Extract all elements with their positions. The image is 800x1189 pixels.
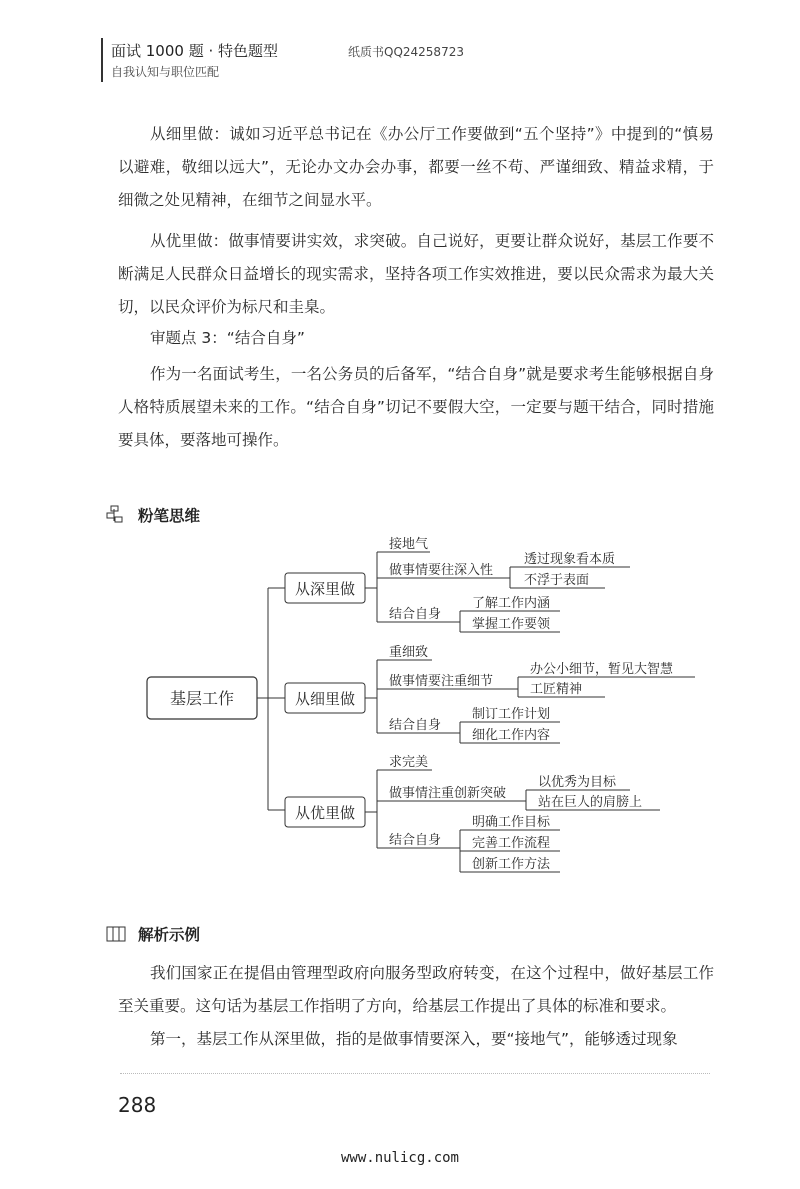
mindmap-root: 基层工作 — [169, 689, 235, 708]
node-excellent-goal: 以优秀为目标 — [538, 775, 617, 790]
book-title: 面试 1000 题 · 特色题型 — [111, 42, 279, 60]
node-new-method: 创新工作方法 — [472, 857, 551, 872]
node-improve-flow: 完善工作流程 — [472, 836, 551, 851]
paragraph-detail: 从细里做：诚如习近平总书记在《办公厅工作要做到“五个坚持”》中提到的“慎易以避难，敬细以远大”，无论办文办会办事，都要一丝不苟、严谨细致、精益求精，于细微之处见精神，在细节之间显水平。 — [118, 125, 714, 209]
node-deep-work: 做事情要往深入性 — [389, 563, 494, 578]
review-point-heading: 审题点 3：“结合自身” — [150, 329, 305, 347]
section-analysis-heading — [106, 923, 200, 945]
node-master: 掌握工作要领 — [472, 617, 551, 632]
node-grounded: 接地气 — [389, 537, 429, 552]
node-innovation: 做事情注重创新突破 — [389, 786, 507, 801]
branch-deep: 从深里做 — [294, 580, 356, 598]
book-icon — [106, 924, 126, 944]
node-clear-goal: 明确工作目标 — [472, 815, 551, 830]
node-meticulous: 重细致 — [389, 645, 429, 660]
node-small-details: 办公小细节，暂见大智慧 — [530, 662, 674, 677]
node-understand: 了解工作内涵 — [472, 596, 551, 611]
node-giants: 站在巨人的肩膀上 — [538, 795, 643, 810]
node-plan: 制订工作计划 — [472, 707, 551, 722]
paragraph-quality: 从优里做：做事情要讲实效，求突破。自己说好，更要让群众说好，基层工作要不断满足人民群众日益增长的现实需求，坚持各项工作实效推进，要以民众需求为最大关切，以民众评价为标尺和圭臬。 — [118, 232, 714, 316]
branch-excellence: 从优里做 — [294, 804, 356, 822]
node-self-2: 结合自身 — [389, 718, 442, 733]
analysis-paragraph-2: 第一，基层工作从深里做，指的是做事情要深入，要“接地气”，能够透过现象 — [150, 1030, 678, 1048]
node-detail-work: 做事情要注重细节 — [389, 674, 494, 689]
page-number: 288 — [118, 1093, 157, 1117]
footer-url[interactable]: www.nulicg.com — [340, 1150, 459, 1166]
watermark-stamp: 纸质书QQ24258723 — [348, 45, 464, 59]
scan-artifact-line — [120, 1073, 710, 1076]
section-analysis-title: 解析示例 — [138, 926, 201, 944]
node-self-3: 结合自身 — [389, 833, 442, 848]
node-craftsman: 工匠精神 — [530, 682, 583, 697]
node-perfection: 求完美 — [389, 755, 429, 770]
chapter-subtitle: 自我认知与职位匹配 — [111, 65, 220, 79]
node-self-1: 结合自身 — [389, 607, 442, 622]
node-essence: 透过现象看本质 — [524, 552, 616, 567]
node-refine: 细化工作内容 — [472, 728, 551, 743]
section-mindmap-title: 粉笔思维 — [138, 507, 201, 525]
branch-detail: 从细里做 — [294, 690, 356, 708]
paragraph-self: 作为一名面试考生，一名公务员的后备军，“结合自身”就是要求考生能够根据自身人格特质展望未来的工作。“结合自身”切记不要假大空，一定要与题干结合，同时措施要具体，要落地可操作。 — [118, 365, 714, 449]
analysis-paragraph-1: 我们国家正在提倡由管理型政府向服务型政府转变，在这个过程中，做好基层工作至关重要。这句话为基层工作指明了方向，给基层工作提出了具体的标准和要求。 — [118, 964, 714, 1015]
node-not-superficial: 不浮于表面 — [524, 573, 590, 588]
